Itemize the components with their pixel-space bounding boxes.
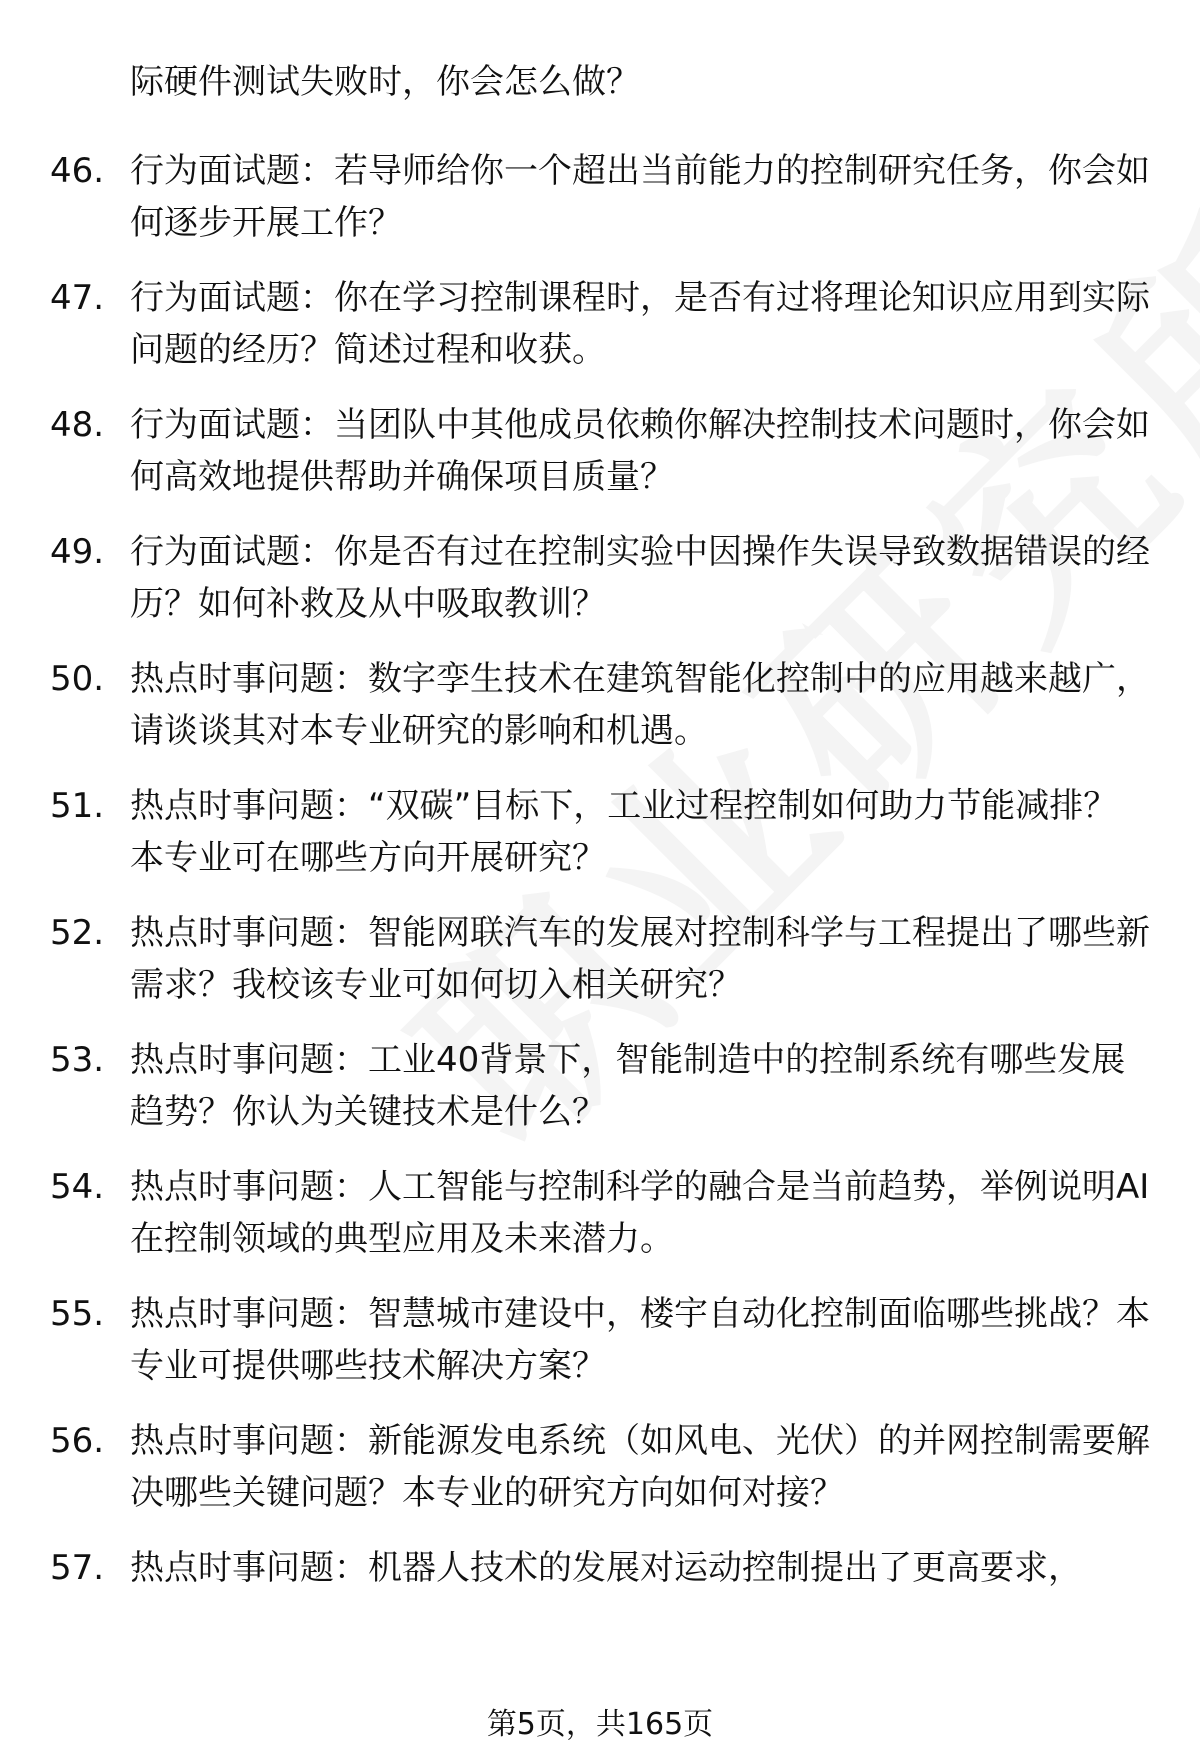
- item-number: 53.: [50, 1040, 105, 1080]
- item-number: 49.: [50, 532, 105, 572]
- item-number: 55.: [50, 1294, 105, 1334]
- list-item: [0, 1415, 1200, 1542]
- item-number: 52.: [50, 913, 105, 953]
- list-item: [0, 145, 1200, 272]
- item-text: 行为面试题：你在学习控制课程时，是否有过将理论知识应用到实际问题的经历？简述过程和收获。: [130, 278, 1150, 370]
- list-item: [0, 1034, 1200, 1161]
- item-text: 热点时事问题：智能网联汽车的发展对控制科学与工程提出了哪些新需求？我校该专业可如何切入相关研究？: [130, 913, 1150, 1005]
- item-number: 46.: [50, 151, 105, 191]
- item-number: 48.: [50, 405, 105, 445]
- list-item: [0, 907, 1200, 1034]
- list-item: [0, 1542, 1200, 1669]
- item-text: 热点时事问题：数字孪生技术在建筑智能化控制中的应用越来越广，请谈谈其对本专业研究的影响和机遇。: [130, 659, 1150, 751]
- continuation-text: 际硬件测试失败时，你会怎么做？: [130, 62, 640, 102]
- list-item: [0, 1288, 1200, 1415]
- item-text: 热点时事问题：“双碳”目标下，工业过程控制如何助力节能减排？本专业可在哪些方向开展研究？: [130, 786, 1118, 878]
- item-number: 56.: [50, 1421, 105, 1461]
- item-number: 51.: [50, 786, 105, 826]
- item-number: 57.: [50, 1548, 105, 1588]
- item-text: 热点时事问题：机器人技术的发展对运动控制提出了更高要求，: [130, 1548, 1082, 1588]
- list-item: [0, 399, 1200, 526]
- list-item: [0, 780, 1200, 907]
- item-text: 行为面试题：若导师给你一个超出当前能力的控制研究任务，你会如何逐步开展工作？: [130, 151, 1150, 243]
- item-text: 热点时事问题：智慧城市建设中，楼宇自动化控制面临哪些挑战？本专业可提供哪些技术解决方案？: [130, 1294, 1150, 1386]
- item-text: 行为面试题：你是否有过在控制实验中因操作失误导致数据错误的经历？如何补救及从中吸取教训？: [130, 532, 1150, 624]
- item-number: 54.: [50, 1167, 105, 1207]
- item-number: 47.: [50, 278, 105, 318]
- list-item: [0, 1161, 1200, 1288]
- item-text: 热点时事问题：人工智能与控制科学的融合是当前趋势，举例说明AI在控制领域的典型应用及未来潜力。: [130, 1167, 1150, 1259]
- list-item: [0, 272, 1200, 399]
- item-text: 热点时事问题：工业40背景下，智能制造中的控制系统有哪些发展趋势？你认为关键技术是什么？: [130, 1040, 1126, 1132]
- item-text: 热点时事问题：新能源发电系统（如风电、光伏）的并网控制需要解决哪些关键问题？本专业的研究方向如何对接？: [130, 1421, 1150, 1513]
- item-text: 行为面试题：当团队中其他成员依赖你解决控制技术问题时，你会如何高效地提供帮助并确保项目质量？: [130, 405, 1150, 497]
- question-list: [0, 145, 1200, 1669]
- item-number: 50.: [50, 659, 105, 699]
- list-item: [0, 653, 1200, 780]
- list-item: [0, 526, 1200, 653]
- page-footer: 第5页，共165页: [486, 1707, 714, 1742]
